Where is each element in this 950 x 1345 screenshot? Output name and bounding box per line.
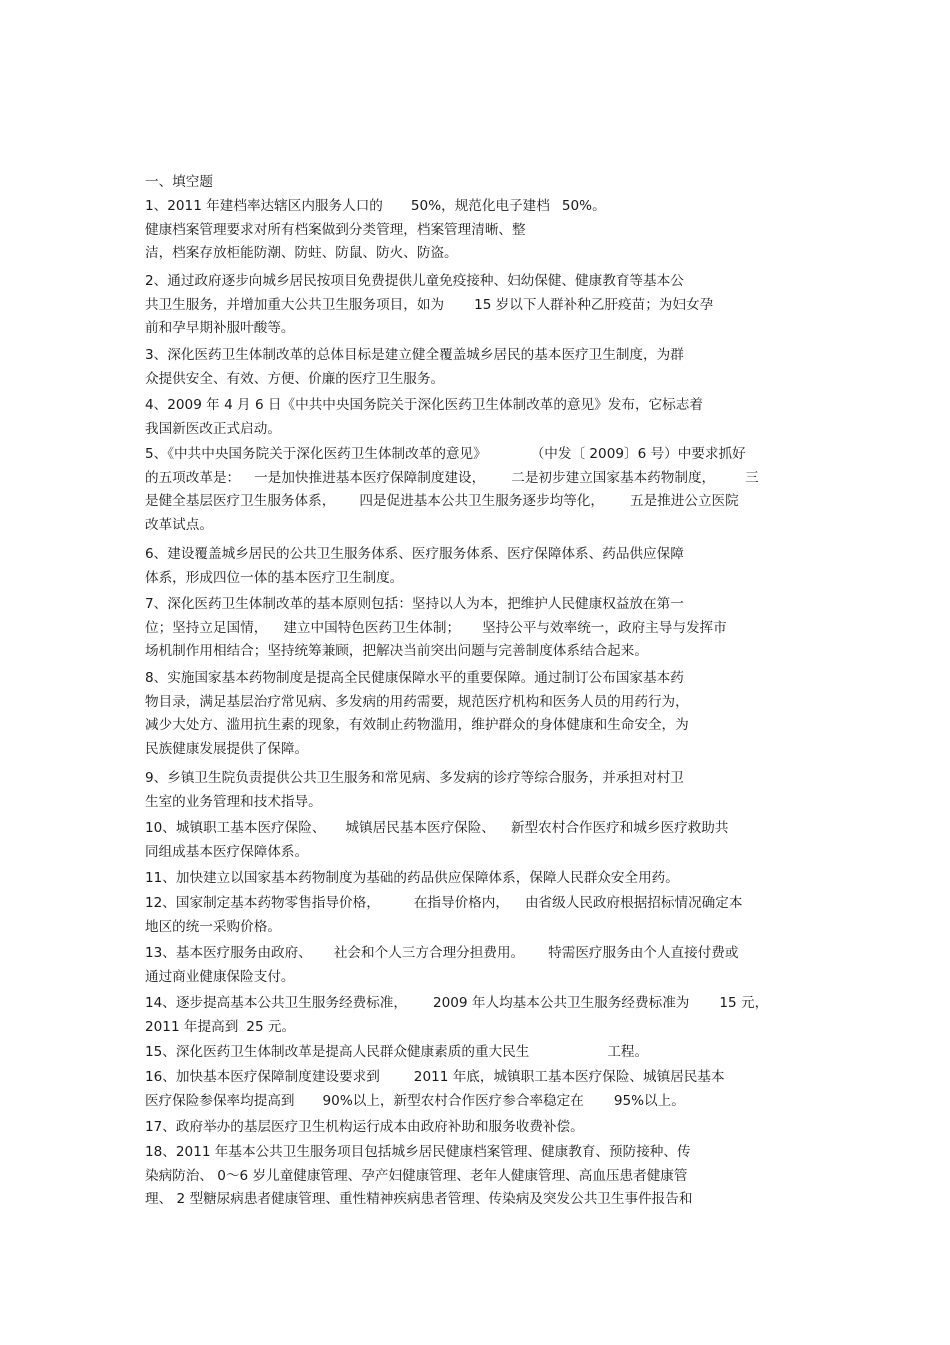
text-segment: 13、基本医疗服务由政府、: [145, 945, 312, 961]
text-segment: 建立中国特色医药卫生体制；: [283, 619, 461, 636]
text-line: [145, 817, 805, 841]
text-line: [145, 443, 805, 467]
text-segment: 2009 年人均基本公共卫生服务经费标准为: [432, 995, 690, 1011]
text-line: 地区的统一采购价格。: [145, 918, 281, 935]
text-segment: 50%。: [561, 198, 606, 214]
text-segment: 90%以上，新型农村合作医疗参合率稳定在: [322, 1092, 584, 1109]
list-item: [145, 1141, 805, 1212]
text-line: [145, 1090, 805, 1114]
list-item: [145, 270, 805, 341]
text-segment: 15、深化医药卫生体制改革是提高人民群众健康素质的重大民生: [145, 1044, 530, 1060]
list-item: [145, 992, 805, 1039]
text-segment: 2011 年提高到: [145, 1018, 239, 1035]
text-segment: 15 元，: [719, 995, 769, 1011]
text-line: [145, 195, 805, 219]
text-line: 18、2011 年基本公共卫生服务项目包括城乡居民健康档案管理、健康教育、预防接种、传: [145, 1144, 691, 1160]
list-item: [145, 1066, 805, 1113]
list-item: [145, 1116, 805, 1140]
text-line: [145, 294, 805, 318]
text-line: 众提供安全、有效、方便、价廉的医疗卫生服务。: [145, 370, 445, 387]
text-line: 场机制作用相结合；坚持统筹兼顾，把解决当前突出问题与完善制度体系结合起来。: [145, 643, 648, 659]
text-segment: 12、国家制定基本药物零售指导价格，: [145, 895, 380, 911]
text-line: 7、深化医药卫生体制改革的基本原则包括：坚持以人为本，把维护人民健康权益放在第一: [145, 596, 684, 612]
text-line: [145, 942, 805, 966]
text-segment: 是健全基层医疗卫生服务体系，: [145, 493, 336, 509]
text-line: 民族健康发展提供了保障。: [145, 740, 309, 757]
text-line: [145, 1066, 805, 1090]
text-line: 理、 2 型糖尿病患者健康管理、重性精神疾病患者管理、传染病及突发公共卫生事件报告和: [145, 1191, 693, 1207]
text-line: 洁，档案存放柜能防潮、防蛀、防鼠、防火、防盗。: [145, 245, 458, 261]
text-segment: 医疗保险参保率均提高到: [145, 1092, 295, 1109]
text-segment: 10、城镇职工基本医疗保险、: [145, 820, 326, 836]
list-item: [145, 667, 805, 761]
text-line: 物目录，满足基层治疗常见病、多发病的用药需要，规范医疗机构和医务人员的用药行为，: [145, 693, 689, 710]
text-line: [145, 1016, 805, 1040]
text-line: 8、实施国家基本药物制度是提高全民健康保障水平的重要保障。通过制订公布国家基本药: [145, 670, 684, 686]
list-item: [145, 443, 805, 537]
list-item: [145, 867, 805, 891]
text-segment: 在指导价格内，: [413, 895, 509, 911]
text-line: 3、深化医药卫生体制改革的总体目标是建立健全覆盖城乡居民的基本医疗卫生制度，为群: [145, 347, 684, 363]
text-segment: 1、2011 年建档率达辖区内服务人口的: [145, 198, 383, 214]
list-item: [145, 394, 805, 441]
section-title: 一、填空题: [145, 174, 213, 190]
text-segment: 新型农村合作医疗和城乡医疗救助共: [510, 820, 729, 836]
text-line: 6、建设覆盖城乡居民的公共卫生服务体系、医疗服务体系、医疗保障体系、药品供应保障: [145, 546, 684, 562]
text-segment: 由省级人民政府根据招标情况确定本: [524, 895, 743, 911]
text-segment: 位；坚持立足国情，: [145, 619, 268, 636]
list-item: [145, 1041, 805, 1065]
text-segment: 15 岁以下人群补种乙肝疫苗；为妇女孕: [474, 296, 714, 313]
text-line: 9、乡镇卫生院负责提供公共卫生服务和常见病、多发病的诊疗等综合服务，并承担对村卫: [145, 770, 684, 786]
text-line: 4、2009 年 4 月 6 日《中共中央国务院关于深化医药卫生体制改革的意见》发布，它标志着: [145, 397, 703, 413]
text-line: 健康档案管理要求对所有档案做到分类管理，档案管理清晰、整: [145, 221, 526, 238]
text-segment: 14、逐步提高基本公共卫生服务经费标准，: [145, 995, 407, 1011]
text-segment: 95%以上。: [613, 1092, 685, 1109]
text-segment: 工程。: [607, 1044, 649, 1060]
text-segment: 四是促进基本公共卫生服务逐步均等化，: [359, 493, 604, 509]
list-item: [145, 892, 805, 939]
text-segment: 的五项改革是：: [145, 469, 241, 486]
text-line: 同组成基本医疗保障体系。: [145, 843, 309, 860]
text-line: 17、政府举办的基层医疗卫生机构运行成本由政府补助和服务收费补偿。: [145, 1119, 584, 1135]
text-segment: 共卫生服务，并增加重大公共卫生服务项目，如为: [145, 296, 445, 313]
text-segment: 社会和个人三方合理分担费用。: [333, 945, 525, 961]
text-segment: 16、加快基本医疗保障制度建设要求到: [145, 1069, 380, 1085]
text-line: 体系，形成四位一体的基本医疗卫生制度。: [145, 569, 404, 586]
text-segment: 三: [745, 469, 759, 486]
text-segment: 城镇居民基本医疗保险、: [345, 820, 495, 836]
text-segment: 一是加快推进基本医疗保障制度建设，: [254, 469, 486, 486]
text-line: [145, 490, 805, 514]
list-item: [145, 543, 805, 590]
text-segment: 五是推进公立医院: [630, 493, 739, 509]
list-item: [145, 817, 805, 864]
list-item: [145, 195, 805, 266]
text-line: 通过商业健康保险支付。: [145, 968, 295, 985]
text-line: 染病防治、 0～6 岁儿童健康管理、孕产妇健康管理、老年人健康管理、高血压患者健康管: [145, 1167, 688, 1184]
text-line: 前和孕早期补服叶酸等。: [145, 320, 295, 336]
text-segment: 二是初步建立国家基本药物制度，: [511, 469, 716, 486]
text-segment: 50%，规范化电子建档: [410, 198, 550, 214]
list-item: [145, 767, 805, 814]
list-item: [145, 344, 805, 391]
text-segment: 25 元。: [246, 1018, 296, 1035]
text-line: [145, 617, 805, 641]
text-line: 改革试点。: [145, 516, 213, 533]
text-line: [145, 467, 805, 491]
text-segment: 5、《中共中央国务院关于深化医药卫生体制改革的意见》: [145, 446, 487, 462]
text-segment: 特需医疗服务由个人直接付费或: [548, 945, 739, 961]
text-segment: 2011 年底，城镇职工基本医疗保险、城镇居民基本: [413, 1069, 725, 1085]
text-segment: 坚持公平与效率统一，政府主导与发挥市: [482, 619, 727, 636]
text-line: 生室的业务管理和技术指导。: [145, 793, 322, 810]
list-item: [145, 593, 805, 664]
text-line: [145, 892, 805, 916]
text-segment: （中发〔 2009〕6 号）中要求抓好: [530, 446, 746, 462]
text-line: 我国新医改正式启动。: [145, 420, 281, 437]
list-item: [145, 942, 805, 989]
text-line: [145, 1041, 805, 1065]
text-line: 2、通过政府逐步向城乡居民按项目免费提供儿童免疫接种、妇幼保健、健康教育等基本公: [145, 273, 684, 289]
text-line: [145, 992, 805, 1016]
text-line: 减少大处方、滥用抗生素的现象，有效制止药物滥用，维护群众的身体健康和生命安全，为: [145, 717, 689, 733]
text-line: 11、加快建立以国家基本药物制度为基础的药品供应保障体系，保障人民群众安全用药。: [145, 870, 679, 886]
